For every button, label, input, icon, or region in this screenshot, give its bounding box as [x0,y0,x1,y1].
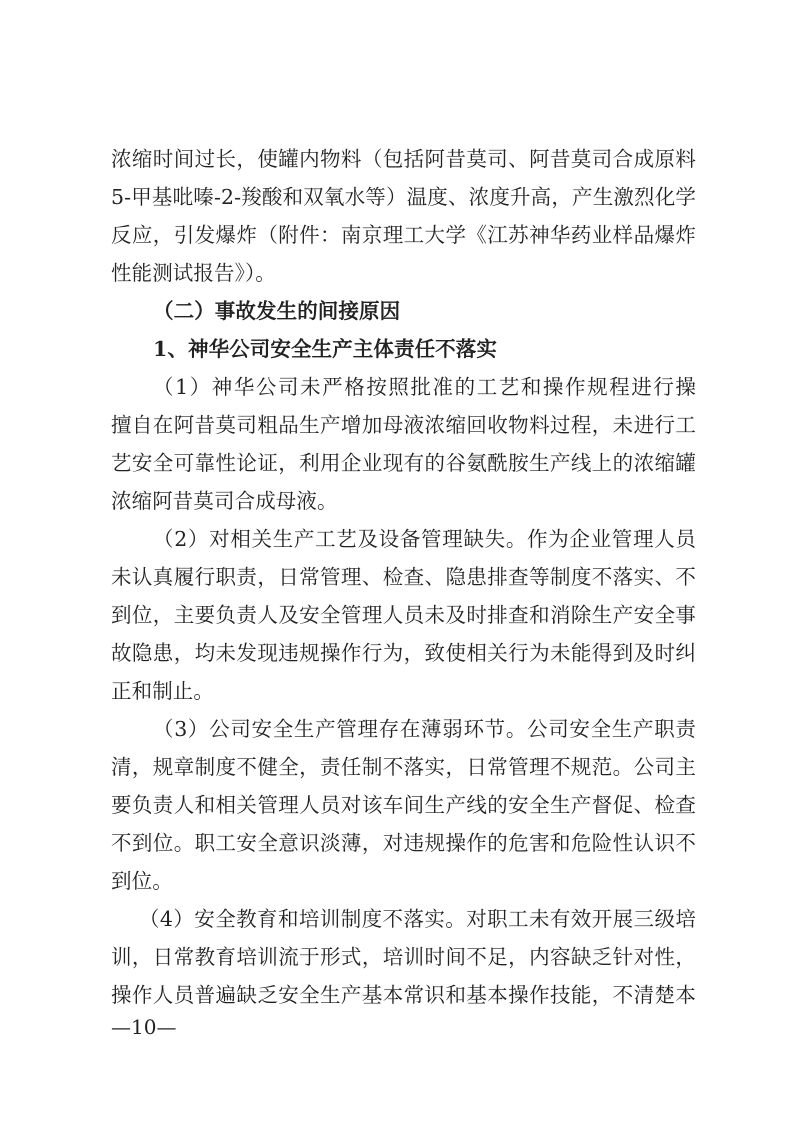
paragraph-first-line: （1）神华公司未严格按照批准的工艺和操作规程进行操 [153,375,696,399]
body-line: 清，规章制度不健全，责任制不落实，日常管理不规范。公司主 [111,755,696,779]
body-line: 不到位。职工安全意识淡薄，对违规操作的危害和危险性认识不 [111,831,696,855]
body-line: 反应，引发爆炸（附件：南京理工大学《江苏神华药业样品爆炸 [111,223,696,247]
subsection-heading: 1、神华公司安全生产主体责任不落实 [153,337,497,361]
body-line: 正和制止。 [111,679,214,703]
body-line: 操作人员普遍缺乏安全生产基本常识和基本操作技能，不清楚本 [111,983,696,1007]
body-line: 艺安全可靠性论证，利用企业现有的谷氨酰胺生产线上的浓缩罐 [111,451,696,475]
paragraph-first-line: （3）公司安全生产管理存在薄弱环节。公司安全生产职责 [153,717,696,741]
body-line: 到位。 [111,869,173,893]
body-line: 到位，主要负责人及安全管理人员未及时排查和消除生产安全事 [111,603,696,627]
body-line: 未认真履行职责，日常管理、检查、隐患排查等制度不落实、不 [111,565,696,589]
body-line: 要负责人和相关管理人员对该车间生产线的安全生产督促、检查 [111,793,696,817]
body-line: 擅自在阿昔莫司粗品生产增加母液浓缩回收物料过程，未进行工 [111,413,696,437]
body-line: 训，日常教育培训流于形式，培训时间不足，内容缺乏针对性， [111,945,696,969]
section-heading: （二）事故发生的间接原因 [153,299,401,323]
paragraph-first-line: （4）安全教育和培训制度不落实。对职工未有效开展三级培 [139,907,696,931]
paragraph-first-line: （2）对相关生产工艺及设备管理缺失。作为企业管理人员 [153,527,696,551]
body-line: 性能测试报告》）。 [111,261,276,285]
body-line: 浓缩时间过长，使罐内物料（包括阿昔莫司、阿昔莫司合成原料 [111,147,696,171]
body-line: 浓缩阿昔莫司合成母液。 [111,489,338,513]
body-line: 5-甲基吡嗪-2-羧酸和双氧水等）温度、浓度升高，产生激烈化学 [111,185,696,209]
page-number: —10— [111,1015,177,1039]
body-line: 故隐患，均未发现违规操作行为，致使相关行为未能得到及时纠 [111,641,696,665]
